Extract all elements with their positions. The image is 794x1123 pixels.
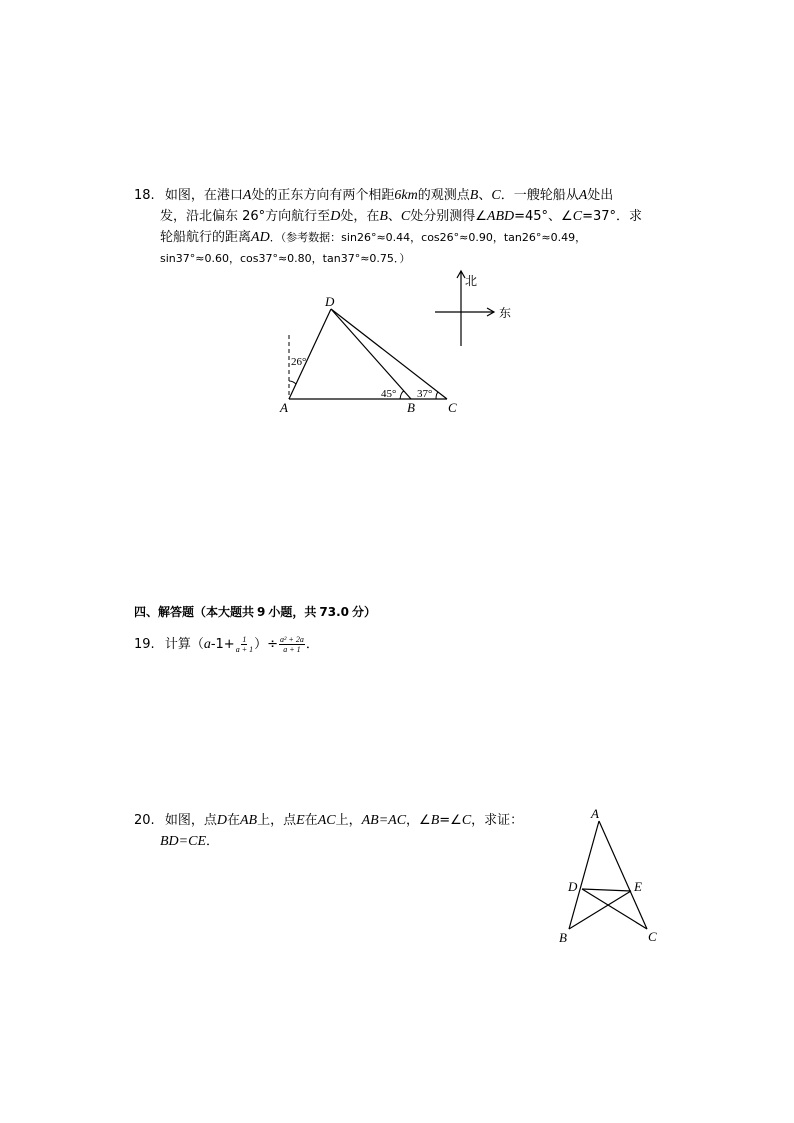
q18-text: ．一艘轮船从 xyxy=(500,188,579,203)
var-D: D xyxy=(216,813,227,828)
angle-37-arc xyxy=(436,392,438,399)
q18-line-4 xyxy=(160,249,410,269)
segment-DE-line xyxy=(582,889,631,891)
segment-AB: AB xyxy=(239,813,258,828)
label-A: A xyxy=(280,400,288,415)
q18-line-2 xyxy=(160,207,642,227)
q18-text: 轮船航行的距离 xyxy=(160,230,252,245)
angle-26-arc xyxy=(289,381,296,384)
label-C: C xyxy=(448,400,457,415)
q18-text: 、 xyxy=(387,209,401,224)
segment-AC-line xyxy=(599,821,647,929)
north-label: 北 xyxy=(465,274,478,288)
segment-AD: AD xyxy=(251,230,270,245)
question-count: 9 xyxy=(257,605,266,619)
q20-line-1 xyxy=(134,811,523,831)
q18-text: 处出 xyxy=(587,188,614,203)
q18-text: =45°、∠ xyxy=(514,209,573,224)
q19-text: 计算（ xyxy=(164,637,204,652)
q18-line-3 xyxy=(160,228,586,248)
segment-AD-line xyxy=(289,309,331,399)
q18-line-1 xyxy=(134,186,613,206)
var-E: E xyxy=(296,813,305,828)
fraction-2-denominator: a + 1 xyxy=(283,645,301,654)
q18-text: 处，在 xyxy=(340,209,380,224)
fraction-1-denominator: a + 1 xyxy=(235,645,254,654)
var-A: A xyxy=(578,188,588,203)
fraction-2 xyxy=(279,635,305,654)
q18-text: 、 xyxy=(478,188,492,203)
q18-text: 发，沿北偏东 26°方向航行至 xyxy=(160,209,331,224)
label-D: D xyxy=(325,294,335,309)
q20-text: 在 xyxy=(226,813,240,828)
var-C: C xyxy=(572,209,583,224)
var-C: C xyxy=(461,813,472,828)
angle-45-label: 45° xyxy=(381,388,397,400)
q19-number: 19. xyxy=(134,637,155,652)
angle-26-label: 26° xyxy=(291,356,307,368)
q20-text: 上，点 xyxy=(257,813,297,828)
q18-text: 的观测点 xyxy=(417,188,470,203)
total-score: 73.0 xyxy=(319,605,349,619)
q18-number: 18. xyxy=(134,188,155,203)
segment-AC: AC xyxy=(317,813,336,828)
segment-DC-line xyxy=(582,889,647,929)
var-B: B xyxy=(430,813,440,828)
q20-text: ，∠ xyxy=(406,813,431,828)
distance-value: 6km xyxy=(394,188,418,203)
fraction-1 xyxy=(236,635,253,654)
q18-text: 如图，在港口 xyxy=(164,188,243,203)
q18-text: =37°．求 xyxy=(582,209,642,224)
segment-DB-line xyxy=(331,309,411,399)
section-4-heading xyxy=(134,602,376,622)
q20-text: =∠ xyxy=(439,813,462,828)
q20-text: ，求证： xyxy=(471,813,524,828)
equation-BD-CE: BD=CE xyxy=(160,834,206,849)
var-C: C xyxy=(491,188,501,203)
label-B: B xyxy=(559,930,567,945)
section-heading-text: 四、解答题（本大题共 xyxy=(134,605,255,619)
fraction-2-numerator: a² + 2a xyxy=(280,635,304,644)
var-C: C xyxy=(400,209,411,224)
compass-figure xyxy=(430,268,520,348)
section-heading-text: 小题，共 xyxy=(268,605,317,619)
q19-line xyxy=(134,633,319,657)
var-B: B xyxy=(379,209,388,224)
angle-45-arc xyxy=(400,391,404,399)
angle-ABD: ABD xyxy=(486,209,515,224)
q20-text: 如图，点 xyxy=(164,813,217,828)
q18-text: 处的正东方向有两个相距 xyxy=(251,188,395,203)
label-C: C xyxy=(648,929,657,944)
east-label: 东 xyxy=(499,306,512,320)
q20-line-2 xyxy=(160,832,219,852)
label-A: A xyxy=(591,806,599,821)
q20-number: 20. xyxy=(134,813,155,828)
angle-37-label: 37° xyxy=(417,388,433,400)
var-D: D xyxy=(330,209,341,224)
q20-text: 在 xyxy=(304,813,318,828)
q18-reference-data: sin37°≈0.60，cos37°≈0.80，tan37°≈0.75．） xyxy=(160,252,411,265)
q19-text: ． xyxy=(305,637,319,652)
q18-text: 处分别测得∠ xyxy=(410,209,487,224)
q20-text: ． xyxy=(206,834,220,849)
q19-text: -1+ xyxy=(210,637,235,652)
section-heading-text: 分） xyxy=(352,605,377,619)
var-a: a xyxy=(203,637,211,652)
equation-AB-AC: AB=AC xyxy=(361,813,407,828)
fraction-1-numerator: 1 xyxy=(242,635,247,644)
label-E: E xyxy=(634,879,642,894)
q20-text: 上， xyxy=(335,813,362,828)
label-B: B xyxy=(407,400,415,415)
label-D: D xyxy=(568,879,578,894)
var-B: B xyxy=(469,188,479,203)
var-A: A xyxy=(242,188,252,203)
q19-text: ）÷ xyxy=(254,637,279,652)
q20-triangle-figure xyxy=(555,805,665,945)
q18-reference-data: ．（参考数据：sin26°≈0.44，cos26°≈0.90，tan26°≈0.49， xyxy=(269,231,587,244)
